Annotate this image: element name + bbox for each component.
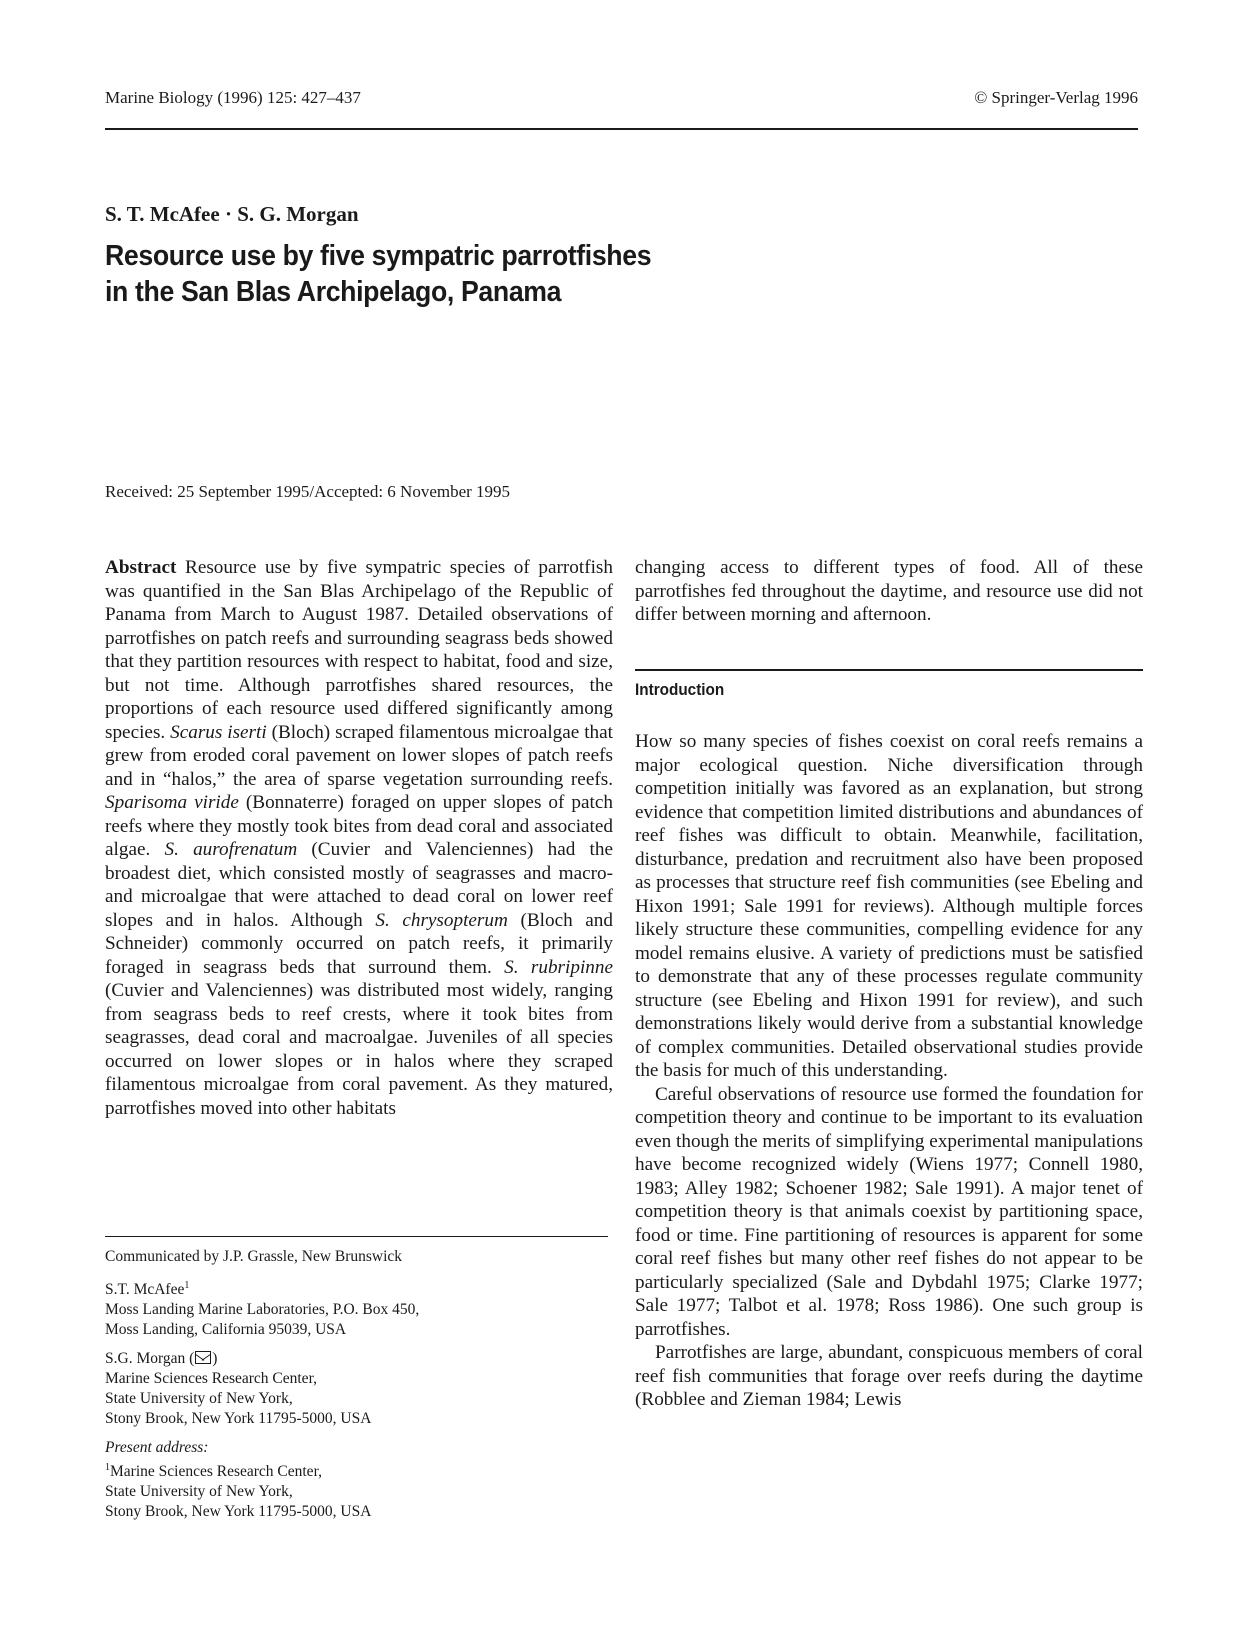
section-rule [635,669,1143,671]
abstract-text-2: (Bloch) scraped filamentous microalgae that grew from eroded coral pavement on lower slopes of patch reefs and in “halos,” the area of sparse vegetation surrounding reefs. [105,721,613,790]
journal-citation: Marine Biology (1996) 125: 427–437 [105,88,361,107]
abstract-label: Abstract [105,557,177,578]
abstract-column [105,556,613,1120]
abstract-paragraph [105,556,613,1120]
intro-paragraph-2: Careful observations of resource use formed the foundation for competition theory and continue to be important to its evaluation even though the merits of simplifying experimental manipulations have become recognized widely (Wiens 1977; Connell 1980, 1983; Alley 1982; Schoener 1982; Sale 1991). A major tenet of competition theory is that animals coexist by partitioning space, food or time. Fine partitioning of resources is apparent for some coral reef fishes but many other reef fishes do not appear to be particularly specialized (Sale and Dybdahl 1975; Clarke 1977; Sale 1977; Talbot et al. 1978; Ross 1986). One such group is parrotfishes. [635,1083,1143,1340]
received-dates: Received: 25 September 1995/Accepted: 6 November 1995 [105,482,511,501]
footnote-rule [105,1236,608,1237]
species-name: S. aurofrenatum [164,839,298,860]
running-head [105,88,1138,112]
address-line: Marine Sciences Research Center, [105,1370,317,1388]
present-address [105,1438,608,1522]
abstract-continuation: changing access to different types of food. All of these parrotfishes fed throughout the daytime, and resource use did not differ between morning and afternoon. [635,557,1143,625]
communicated-note: Communicated by J.P. Grassle, New Brunswick [105,1248,403,1265]
author-2-name: S.G. Morgan ( ) [105,1350,218,1368]
copyright-notice: © Springer-Verlag 1996 [974,88,1138,107]
footnote-mark: 1 [105,1462,110,1474]
abstract-text-6: (Cuvier and Valenciennes) was distributed most widely, ranging from seagrass beds to reef crests, where it took bites from seagrasses, dead coral and macroalgae. Juveniles of all species occurred on lower slopes or in halos where they scraped filamentous microalgae from coral pavement. As they matured, parrotfishes moved into other habitats [105,980,613,1119]
title-line-2: in the San Blas Archipelago, Panama [105,276,562,308]
abstract-continuation-column [635,556,1143,627]
article-title [105,238,804,310]
footnote-mark: 1 [184,1280,190,1291]
introduction-heading: Introduction [635,680,725,699]
abstract-text-4: (Cuvier and Valenciennes) had the broadest diet, which consisted mostly of seagrasses and macro- and microalgae that were attached to dead coral on lower reef slopes and in halos. Although [105,839,613,931]
address-line: State University of New York, [105,1390,293,1408]
envelope-icon [195,1351,211,1364]
header-rule [105,128,1138,130]
address-line: Moss Landing, California 95039, USA [105,1321,347,1339]
species-name: Sparisoma viride [105,792,239,813]
title-line-1: Resource use by five sympatric parrotfishes [105,240,652,272]
author-1-address [105,1276,608,1340]
address-line: $^1$Marine Sciences Research Center, [105,1462,322,1481]
address-line: Stony Brook, New York 11795-5000, USA [105,1503,372,1521]
introduction-body [635,730,1143,1412]
intro-paragraph-3: Parrotfishes are large, abundant, conspicuous members of coral reef fish communities that forage over reefs during the daytime (Robblee and Zieman 1984; Lewis [635,1342,1143,1410]
footnotes [105,1247,608,1531]
species-name: Scarus iserti [170,721,267,743]
address-line: Moss Landing Marine Laboratories, P.O. Box 450, [105,1301,420,1319]
intro-paragraph-1: How so many species of fishes coexist on coral reefs remains a major ecological question. Niche diversification through competition initially was favored as an explanation, but strong evidence that competition limited distributions and abundances of reef fishes was difficult to obtain. Meanwhile, facilitation, disturbance, predation and recruitment also have been proposed as processes that structure reef fish communities (see Ebeling and Hixon 1991; Sale 1991 for reviews). Although multiple forces likely structure these communities, compelling evidence for any model remains elusive. A variety of predictions must be satisfied to demonstrate that any of these processes regulate community structure (see Ebeling and Hixon 1991 for review), and such demonstrations likely would derive from a substantial knowledge of complex communities. Detailed observational studies provide the basis for much of this understanding. [635,731,1143,1081]
author-2-address [105,1349,608,1429]
address-line: Stony Brook, New York 11795-5000, USA [105,1410,372,1428]
species-name: S. chrysopterum [375,909,508,931]
abstract-text-3: (Bonnaterre) foraged on upper slopes of patch reefs where they mostly took bites from dead coral and associated algae. [105,792,613,860]
present-address-label: Present address: [105,1439,209,1457]
abstract-text-5: (Bloch and Schneider) commonly occurred on patch reefs, it primarily foraged in seagrass beds that surround them. [105,909,613,978]
species-name: S. rubripinne [504,956,613,978]
abstract-text-1: Resource use by five sympatric species of parrotfish was quantified in the San Blas Archipelago of the Republic of Panama from March to August 1987. Detailed observations of parrotfishes on patch reefs and surrounding seagrass beds showed that they partition resources with respect to habitat, food and size, but not time. Although parrotfishes shared resources, the proportions of each resource used differed significantly among species. [105,557,613,743]
address-line: State University of New York, [105,1483,293,1501]
author-list: S. T. McAfee · S. G. Morgan [105,202,359,226]
author-1-name: S.T. McAfee$^1$ [105,1280,190,1299]
